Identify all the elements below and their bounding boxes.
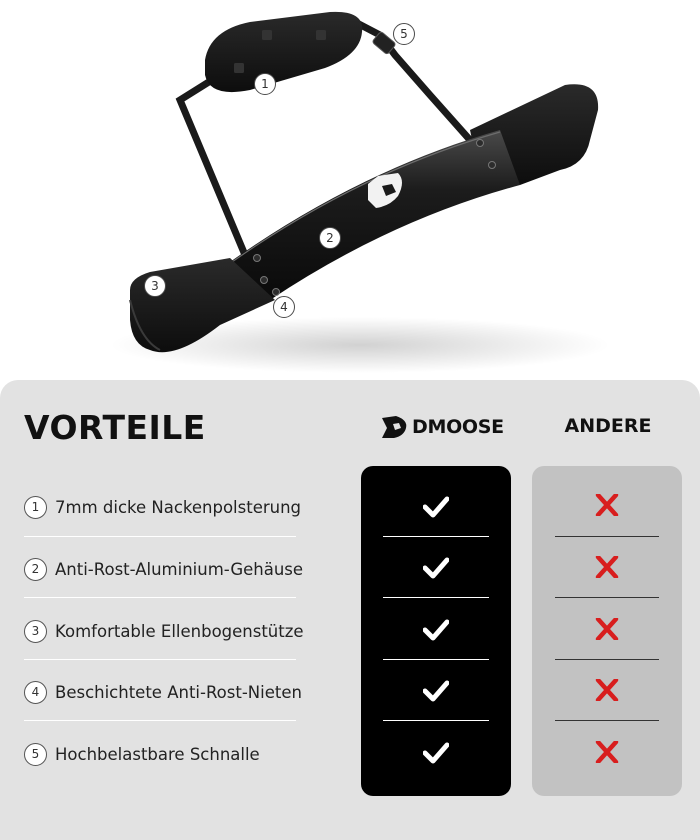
feature-label: 7mm dicke Nackenpolsterung <box>55 497 302 517</box>
row-divider <box>555 597 659 598</box>
check-icon <box>423 742 449 764</box>
section-title: VORTEILE <box>24 408 206 447</box>
product-photo <box>0 0 700 380</box>
aluminium-bar <box>230 130 520 300</box>
callout-4: 4 <box>273 296 295 318</box>
check-icon <box>423 496 449 518</box>
callout-1: 1 <box>254 73 276 95</box>
row-divider <box>383 597 489 598</box>
cross-icon <box>594 679 620 701</box>
moose-logo-icon <box>382 416 408 438</box>
feature-label: Beschichtete Anti-Rost-Nieten <box>55 682 302 702</box>
rivet <box>254 255 261 262</box>
feature-row <box>24 556 303 582</box>
pad-loop <box>262 30 272 40</box>
feature-number: 2 <box>24 558 47 581</box>
feature-number: 1 <box>24 496 47 519</box>
cross-icon <box>594 556 620 578</box>
cross-icon <box>594 618 620 640</box>
callout-3: 3 <box>144 275 166 297</box>
row-divider <box>24 720 296 721</box>
callout-5: 5 <box>393 23 415 45</box>
feature-label: Hochbelastbare Schnalle <box>55 744 260 764</box>
pad-loop <box>234 63 244 73</box>
feature-row <box>24 618 304 644</box>
feature-number: 5 <box>24 743 47 766</box>
row-divider <box>383 536 489 537</box>
row-divider <box>24 597 296 598</box>
strap-left <box>180 80 245 255</box>
row-divider <box>383 659 489 660</box>
feature-number: 3 <box>24 620 47 643</box>
check-icon <box>423 557 449 579</box>
rivet <box>489 162 496 169</box>
row-divider <box>24 659 296 660</box>
row-divider <box>555 536 659 537</box>
row-divider <box>555 720 659 721</box>
rivet <box>273 289 280 296</box>
feature-number: 4 <box>24 681 47 704</box>
feature-label: Komfortable Ellenbogenstütze <box>55 621 304 641</box>
feature-row <box>24 679 302 705</box>
feature-row <box>24 494 301 520</box>
rivet <box>477 140 484 147</box>
brand-label: DMOOSE <box>412 416 504 438</box>
check-icon <box>423 619 449 641</box>
brand-header <box>382 414 504 440</box>
other-label: ANDERE <box>564 415 652 437</box>
callout-2: 2 <box>319 227 341 249</box>
arm-blaster-illustration <box>0 0 700 380</box>
row-divider <box>383 720 489 721</box>
row-divider <box>555 659 659 660</box>
neck-pad <box>205 12 362 92</box>
row-divider <box>24 536 296 537</box>
check-icon <box>423 680 449 702</box>
rivet <box>261 277 268 284</box>
cross-icon <box>594 494 620 516</box>
pad-loop <box>316 30 326 40</box>
cross-icon <box>594 741 620 763</box>
feature-label: Anti-Rost-Aluminium-Gehäuse <box>55 559 304 579</box>
feature-row <box>24 741 260 767</box>
